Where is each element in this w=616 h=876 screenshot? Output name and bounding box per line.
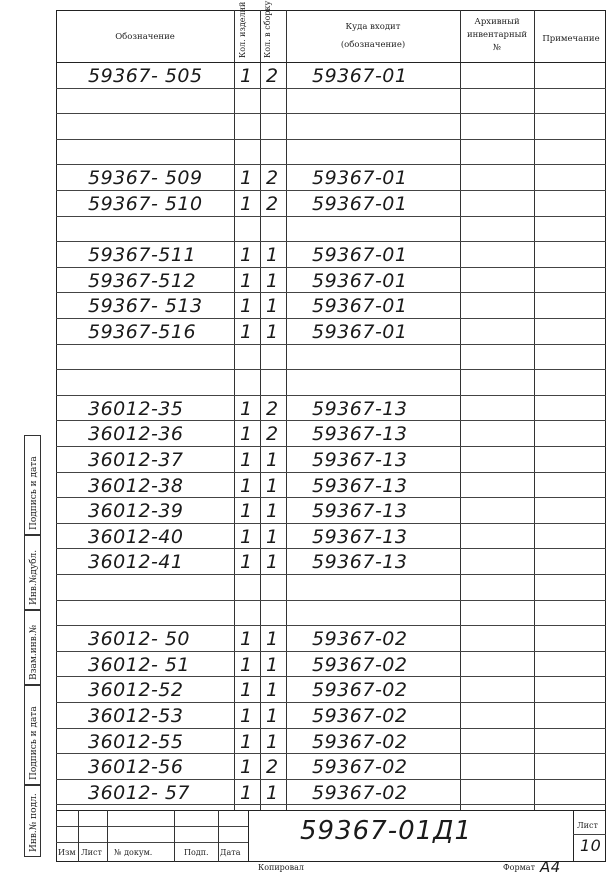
row-line	[56, 753, 606, 754]
row-designation: 59367-516	[88, 321, 197, 343]
row-qty-assembly: 1	[266, 653, 279, 676]
row-designation: 59367-512	[88, 269, 197, 292]
row-qty-assembly: 1	[266, 679, 279, 702]
row-line	[56, 702, 606, 703]
tb-list-label: Лист	[577, 821, 598, 830]
header-nomer: №	[492, 43, 502, 53]
row-designation: 36012-52	[88, 679, 184, 702]
row-designation: 36012-39	[88, 500, 184, 523]
col-line	[460, 10, 461, 810]
row-line	[56, 625, 606, 626]
row-where-used: 59367-02	[312, 781, 408, 804]
row-designation: 36012-36	[88, 423, 184, 446]
tb-kopiroval: Копировал	[258, 863, 304, 872]
row-line	[56, 779, 606, 780]
row-where-used: 59367-13	[312, 397, 408, 420]
row-line	[56, 600, 606, 601]
row-where-used: 59367-01	[312, 65, 408, 87]
header-kuda-vkhodit: Куда входит	[345, 22, 401, 32]
row-designation: 36012- 51	[88, 653, 191, 676]
row-line	[56, 497, 606, 498]
title-block-vline	[107, 810, 108, 862]
row-designation: 36012- 57	[88, 781, 191, 804]
tb-format-value: А4	[540, 858, 561, 876]
title-block-vline	[174, 810, 175, 862]
row-qty-assembly: 2	[266, 756, 279, 779]
row-line	[56, 651, 606, 652]
row-where-used: 59367-13	[312, 449, 408, 471]
tb-podp: Подп.	[184, 848, 209, 857]
row-line	[56, 318, 606, 319]
row-qty-products: 1	[240, 551, 253, 574]
row-qty-products: 1	[240, 653, 253, 676]
row-line	[56, 241, 606, 242]
row-qty-assembly: 1	[266, 269, 279, 292]
row-designation: 36012-37	[88, 449, 184, 471]
row-qty-assembly: 2	[266, 397, 279, 420]
row-where-used: 59367-01	[312, 269, 408, 292]
row-qty-products: 1	[240, 397, 253, 420]
tb-izm: Изм	[58, 848, 76, 857]
row-line	[56, 88, 606, 89]
row-line	[56, 395, 606, 396]
col-line	[234, 10, 235, 810]
row-designation: 36012-53	[88, 705, 184, 727]
row-where-used: 59367-02	[312, 653, 408, 676]
row-line	[56, 292, 606, 293]
side-label-vzam-inv: Взам.инв.№	[24, 610, 41, 685]
row-qty-assembly: 1	[266, 295, 279, 318]
row-qty-products: 1	[240, 500, 253, 523]
tb-list-value: 10	[580, 836, 602, 855]
row-qty-assembly: 2	[266, 65, 279, 87]
header-divider	[56, 62, 606, 63]
row-qty-products: 1	[240, 269, 253, 292]
row-qty-assembly: 1	[266, 628, 279, 651]
row-qty-products: 1	[240, 628, 253, 651]
tb-format-label: Формат	[503, 863, 535, 872]
header-primechanie: Примечание	[542, 34, 600, 44]
side-label-inv-podl: Инв.№ подл.	[24, 785, 41, 857]
header-inventarny: инвентарный	[466, 30, 528, 40]
row-qty-products: 1	[240, 295, 253, 318]
row-qty-products: 1	[240, 781, 253, 804]
row-line	[56, 574, 606, 575]
row-qty-assembly: 1	[266, 500, 279, 523]
row-qty-assembly: 1	[266, 730, 279, 753]
row-where-used: 59367-13	[312, 551, 408, 574]
row-designation: 59367- 505	[88, 65, 203, 87]
side-label-inv-dubl: Инв.№дубл.	[24, 535, 41, 610]
title-block-line	[56, 842, 248, 843]
row-qty-assembly: 1	[266, 551, 279, 574]
row-qty-products: 1	[240, 730, 253, 753]
row-designation: 36012-56	[88, 756, 184, 779]
header-oboznachenie: Обозначение	[115, 32, 175, 42]
tb-n-dokum: № докум.	[114, 848, 153, 857]
title-block-line	[56, 826, 248, 827]
title-block-vline	[573, 810, 574, 862]
side-label-podpis-data-2: Подпись и дата	[24, 685, 41, 785]
row-where-used: 59367-01	[312, 193, 408, 215]
row-where-used: 59367-01	[312, 295, 408, 318]
row-designation: 36012- 50	[88, 628, 191, 651]
row-designation: 59367- 513	[88, 295, 203, 318]
row-qty-assembly: 1	[266, 244, 279, 267]
row-qty-products: 1	[240, 705, 253, 727]
row-qty-products: 1	[240, 679, 253, 702]
row-where-used: 59367-13	[312, 500, 408, 523]
row-qty-products: 1	[240, 193, 253, 215]
row-line	[56, 190, 606, 191]
row-line	[56, 113, 606, 114]
row-line	[56, 216, 606, 217]
row-qty-assembly: 2	[266, 423, 279, 446]
row-line	[56, 369, 606, 370]
row-line	[56, 344, 606, 345]
document-number: 59367-01Д1	[300, 816, 473, 846]
title-block-line	[573, 834, 606, 835]
row-where-used: 59367-01	[312, 244, 408, 267]
row-line	[56, 446, 606, 447]
row-designation: 36012-41	[88, 551, 184, 574]
row-line	[56, 139, 606, 140]
row-where-used: 59367-02	[312, 628, 408, 651]
title-block-top	[56, 810, 606, 811]
row-qty-assembly: 2	[266, 193, 279, 215]
row-qty-assembly: 1	[266, 781, 279, 804]
row-qty-products: 1	[240, 65, 253, 87]
row-designation: 59367- 509	[88, 167, 203, 190]
row-line	[56, 164, 606, 165]
header-arkhivny: Архивный	[474, 17, 520, 27]
row-where-used: 59367-13	[312, 423, 408, 446]
header-kol-sborku: Кол. в сборку	[263, 0, 272, 58]
row-where-used: 59367-13	[312, 525, 408, 548]
row-qty-products: 1	[240, 423, 253, 446]
row-qty-assembly: 1	[266, 525, 279, 548]
row-line	[56, 548, 606, 549]
row-qty-assembly: 2	[266, 167, 279, 190]
row-line	[56, 728, 606, 729]
row-where-used: 59367-13	[312, 474, 408, 497]
header-kol-izdeliy: Кол. изделий	[238, 1, 247, 58]
row-designation: 59367-511	[88, 244, 197, 267]
row-qty-products: 1	[240, 321, 253, 343]
row-designation: 36012-35	[88, 397, 184, 420]
tb-list: Лист	[81, 848, 102, 857]
row-qty-products: 1	[240, 474, 253, 497]
header-kuda-vkhodit-sub: (обозначение)	[340, 40, 406, 50]
row-line	[56, 676, 606, 677]
row-designation: 36012-38	[88, 474, 184, 497]
row-where-used: 59367-01	[312, 167, 408, 190]
row-where-used: 59367-02	[312, 730, 408, 753]
tb-data: Дата	[220, 848, 241, 857]
row-line	[56, 267, 606, 268]
col-line	[534, 10, 535, 810]
row-qty-assembly: 1	[266, 474, 279, 497]
row-designation: 36012-40	[88, 525, 184, 548]
row-qty-products: 1	[240, 449, 253, 471]
title-block-vline	[78, 810, 79, 862]
row-line	[56, 420, 606, 421]
row-line	[56, 523, 606, 524]
row-qty-assembly: 1	[266, 449, 279, 471]
row-line	[56, 804, 606, 805]
col-line	[260, 10, 261, 810]
row-where-used: 59367-02	[312, 679, 408, 702]
title-block-vline	[218, 810, 219, 862]
row-where-used: 59367-01	[312, 321, 408, 343]
col-line	[286, 10, 287, 810]
row-designation: 36012-55	[88, 730, 184, 753]
row-qty-products: 1	[240, 756, 253, 779]
row-qty-products: 1	[240, 167, 253, 190]
row-qty-assembly: 1	[266, 705, 279, 727]
side-label-podpis-data-1: Подпись и дата	[24, 435, 41, 535]
row-where-used: 59367-02	[312, 756, 408, 779]
title-block-vline	[248, 810, 249, 862]
row-where-used: 59367-02	[312, 705, 408, 727]
row-qty-products: 1	[240, 525, 253, 548]
row-designation: 59367- 510	[88, 193, 203, 215]
row-line	[56, 472, 606, 473]
row-qty-assembly: 1	[266, 321, 279, 343]
row-qty-products: 1	[240, 244, 253, 267]
